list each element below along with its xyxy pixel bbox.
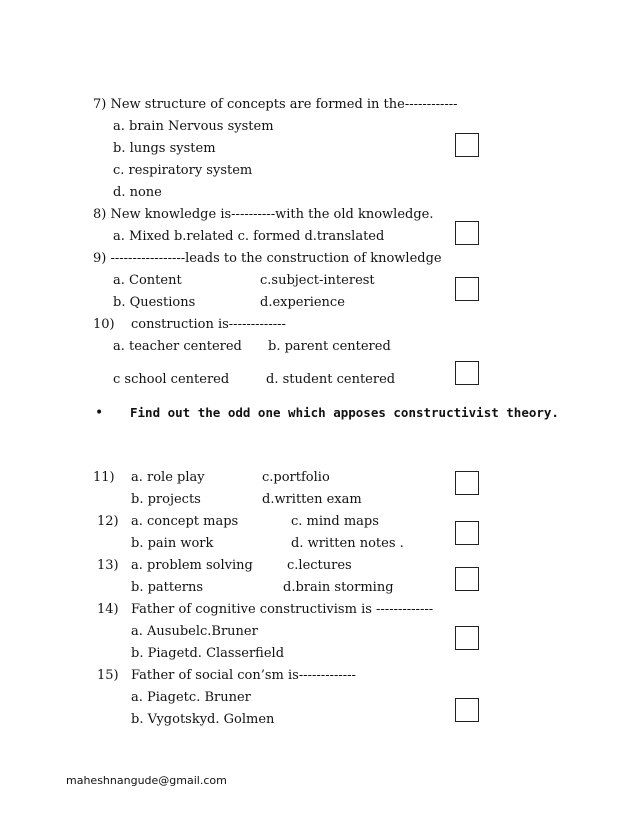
q10-number: 10) (93, 317, 115, 332)
q11-option-c: c.portfolio (262, 470, 330, 485)
q13-option-b: b. patterns (131, 580, 204, 595)
q14-stem: Father of cognitive constructivism is ------------- (131, 602, 434, 617)
q11-option-d: d.written exam (262, 492, 362, 507)
q15-options-line-2: b. Vygotskyd. Golmen (131, 712, 275, 727)
section-bullet: • (95, 405, 104, 421)
q10-option-a: a. teacher centered (113, 339, 242, 354)
q7-stem: 7) New structure of concepts are formed in the------------ (93, 97, 458, 112)
q11-option-a: a. role play (131, 470, 205, 485)
q13-option-d: d.brain storming (283, 580, 394, 595)
q8-answer-box[interactable] (455, 221, 479, 245)
q7-option-d: d. none (113, 185, 162, 200)
q15-stem: Father of social con’sm is------------- (131, 668, 356, 683)
q10-answer-box[interactable] (455, 361, 479, 385)
q11-number: 11) (93, 470, 115, 485)
q12-option-d: d. written notes . (291, 536, 404, 551)
q7-option-b: b. lungs system (113, 141, 216, 156)
q10-stem: construction is------------- (131, 317, 286, 332)
q13-option-a: a. problem solving (131, 558, 253, 573)
q11-answer-box[interactable] (455, 471, 479, 495)
q9-option-b: b. Questions (113, 295, 196, 310)
q14-number: 14) (97, 602, 119, 617)
q9-option-c: c.subject-interest (260, 273, 375, 288)
q14-options-line-2: b. Piagetd. Classerfield (131, 646, 285, 661)
section-heading: Find out the odd one which apposes constructivist theory. (130, 405, 559, 420)
q12-option-a: a. concept maps (131, 514, 239, 529)
q14-answer-box[interactable] (455, 626, 479, 650)
q12-option-c: c. mind maps (291, 514, 379, 529)
q13-answer-box[interactable] (455, 567, 479, 591)
q9-answer-box[interactable] (455, 277, 479, 301)
footer-email: maheshnangude@gmail.com (66, 774, 227, 787)
q14-options-line-1: a. Ausubelc.Bruner (131, 624, 258, 639)
q15-answer-box[interactable] (455, 698, 479, 722)
q12-answer-box[interactable] (455, 521, 479, 545)
q8-stem: 8) New knowledge is----------with the old knowledge. (93, 207, 434, 222)
q15-options-line-1: a. Piagetc. Bruner (131, 690, 251, 705)
q9-stem: 9) -----------------leads to the construction of knowledge (93, 251, 442, 266)
q13-number: 13) (97, 558, 119, 573)
q10-option-b: b. parent centered (268, 339, 391, 354)
q7-answer-box[interactable] (455, 133, 479, 157)
q15-number: 15) (97, 668, 119, 683)
q11-option-b: b. projects (131, 492, 201, 507)
q7-option-c: c. respiratory system (113, 163, 253, 178)
q10-option-d: d. student centered (266, 372, 396, 387)
q10-option-c: c school centered (113, 372, 230, 387)
q12-number: 12) (97, 514, 119, 529)
q9-option-d: d.experience (260, 295, 345, 310)
q8-options: a. Mixed b.related c. formed d.translated (113, 229, 385, 244)
q9-option-a: a. Content (113, 273, 182, 288)
q7-option-a: a. brain Nervous system (113, 119, 274, 134)
q12-option-b: b. pain work (131, 536, 214, 551)
q13-option-c: c.lectures (287, 558, 352, 573)
